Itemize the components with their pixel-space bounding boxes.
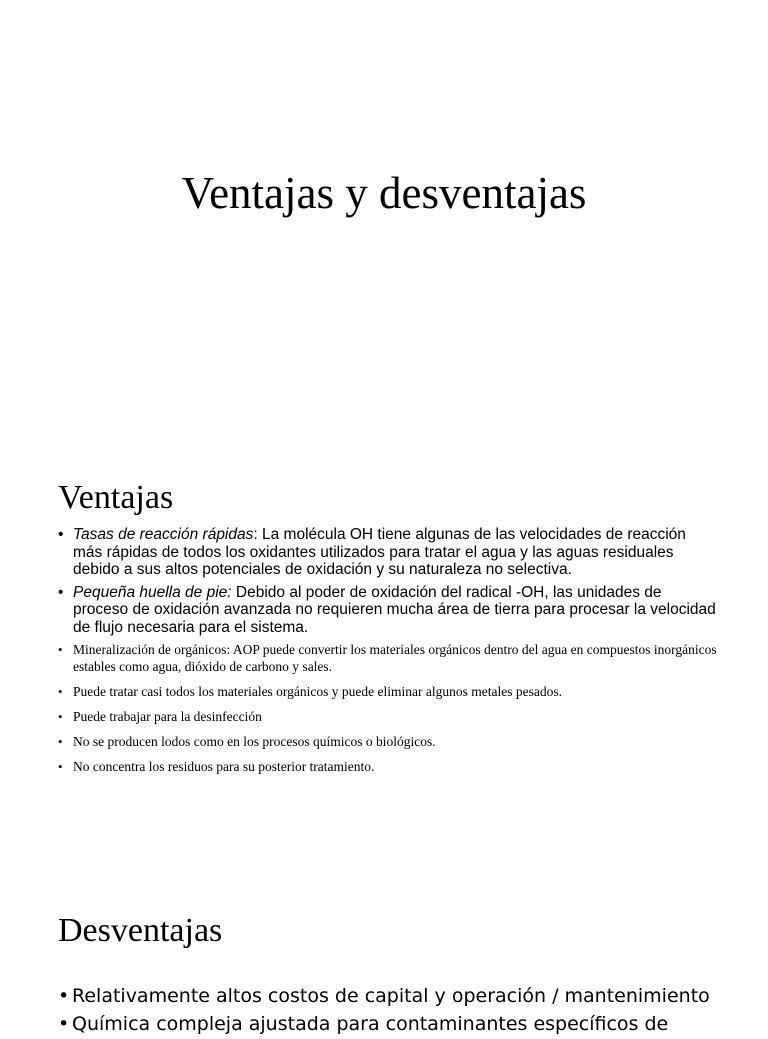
item-text: Química compleja ajustada para contaminantes específicos de — [72, 1013, 669, 1035]
bullet-icon: • — [58, 709, 63, 724]
item-text: Mineralización de orgánicos: AOP puede convertir los materiales orgánicos dentro del agua en compuestos inorgánicos estables como agua, dióxido de carbono y sales. — [73, 642, 717, 674]
list-item — [58, 526, 718, 579]
list-item — [58, 641, 718, 675]
item-text: Debido al poder de oxidación del radical -OH, las unidades de proceso de oxidación avanzada no requieren mucha área de tierra para procesar la velocidad de flujo necesaria para el sistema. — [73, 583, 716, 636]
bullet-icon: • — [58, 985, 70, 1007]
item-text: : La molécula OH tiene algunas de las velocidades de reacción más rápidas de todos los oxidantes utilizados para tratar el agua y las aguas residuales debido a sus altos potenciales de oxidación y su naturaleza no selectiva. — [73, 526, 686, 578]
list-item — [58, 758, 718, 775]
list-item — [58, 1011, 758, 1037]
ventajas-list — [58, 526, 718, 783]
bullet-icon: • — [58, 759, 63, 774]
slide-title: Ventajas y desventajas — [181, 168, 587, 218]
bullet-icon: • — [58, 1013, 70, 1035]
list-item — [58, 983, 758, 1009]
item-text: Puede trabajar para la desinfección — [73, 709, 262, 724]
item-lead: Tasas de reacción rápidas — [73, 526, 254, 543]
bullet-icon: • — [58, 642, 63, 657]
list-item — [58, 733, 718, 750]
item-text: Puede tratar casi todos los materiales orgánicos y puede eliminar algunos metales pesados. — [73, 684, 562, 699]
list-item — [58, 584, 718, 637]
item-text: Relativamente altos costos de capital y operación / mantenimiento — [72, 985, 710, 1007]
ventajas-heading: Ventajas — [58, 479, 174, 516]
item-lead: Pequeña huella de pie: — [73, 583, 232, 601]
list-item — [58, 683, 718, 700]
desventajas-heading: Desventajas — [58, 912, 223, 949]
bullet-icon: • — [58, 526, 64, 543]
list-item — [58, 708, 718, 725]
bullet-icon: • — [58, 583, 64, 601]
item-text: No se producen lodos como en los procesos químicos o biológicos. — [73, 734, 436, 749]
bullet-icon: • — [58, 734, 63, 749]
desventajas-list — [58, 983, 758, 1039]
item-text: No concentra los residuos para su posterior tratamiento. — [73, 759, 375, 774]
bullet-icon: • — [58, 684, 63, 699]
